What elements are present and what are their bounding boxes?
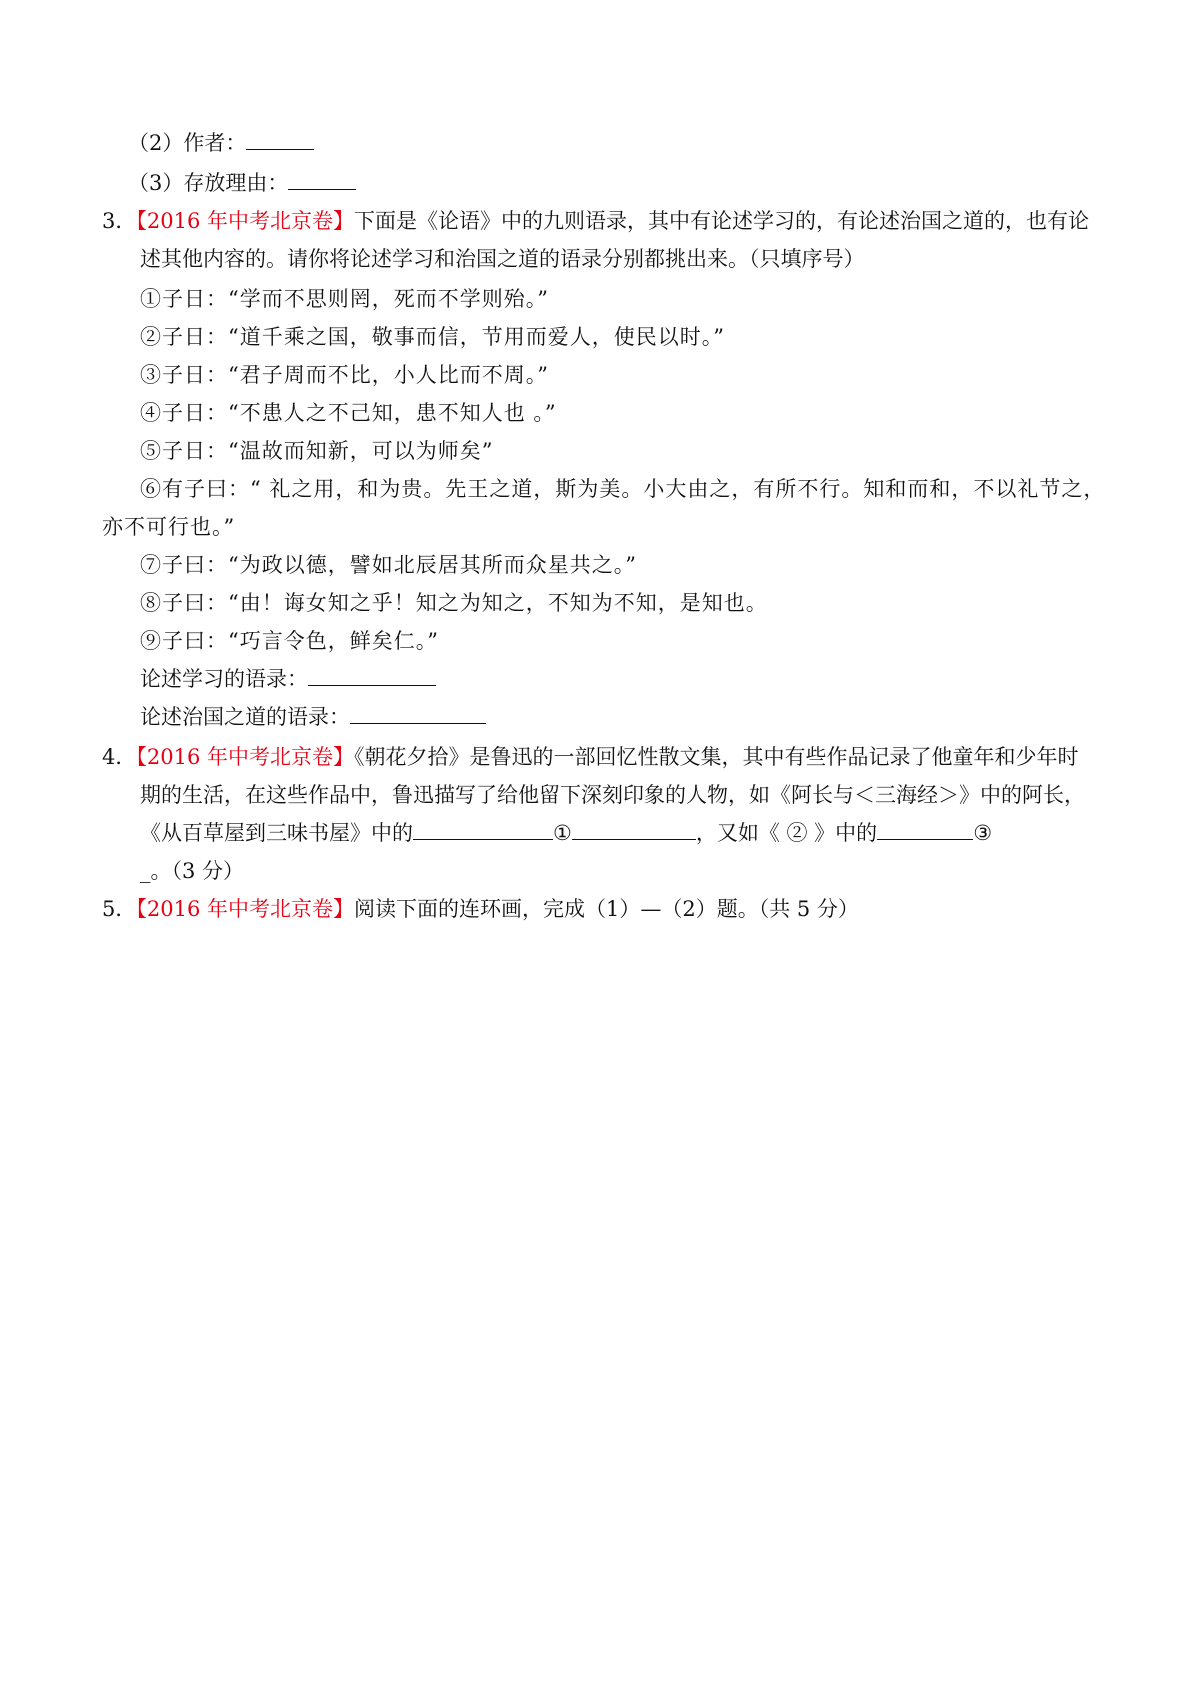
q3-quote-4: ④子日：“不患人之不己知，患不知人也 。” <box>140 401 557 425</box>
q3-intro-2: 述其他内容的。请你将论述学习和治国之道的语录分别都挑出来。（只填序号） <box>140 247 865 271</box>
q4-line-3-row <box>140 818 992 848</box>
q5-number: 5． <box>102 897 137 921</box>
q3-quote-6: ⑥有子曰：“ 礼之用，和为贵。先王之道，斯为美。小大由之，有所不行。知和而和，不以礼节之， <box>140 477 1106 501</box>
q3-answer-study-line <box>140 664 436 694</box>
q3-quote-2: ②子日：“道千乘之国，敬事而信，节用而爱人，使民以时。” <box>140 325 725 349</box>
q4-blank-1a[interactable] <box>413 819 553 840</box>
q3-heading <box>102 206 1089 236</box>
q4-line-4-row <box>140 856 244 886</box>
q3-quote-8: ⑧子曰：“由！诲女知之乎！知之为知之，不知为不知，是知也。 <box>140 591 768 615</box>
q4-line-2: 期的生活，在这些作品中，鲁迅描写了给他留下深刻印象的人物，如《阿长与＜三海经＞》中的阿长， <box>140 783 1085 807</box>
q3-intro-line-2 <box>140 244 865 274</box>
q3-source-tag: 【2016 年中考北京卷】 <box>136 209 354 233</box>
q5-text: 阅读下面的连环画，完成（1）—（2）题。（共 5 分） <box>354 897 859 921</box>
q3-answer-gov-label: 论述治国之道的语录： <box>140 705 350 729</box>
q4-line-3-a: 《从百草屋到三味书屋》中的 <box>140 821 413 845</box>
q4-mark-3: ③ <box>973 821 993 845</box>
q3-quote-6-cont: 亦不可行也。” <box>102 515 236 539</box>
q4-blank-1b[interactable] <box>572 819 696 840</box>
q4-line-4: _。（3 分） <box>140 859 245 883</box>
q4-number: 4． <box>102 745 137 769</box>
q3-answer-study-label: 论述学习的语录： <box>140 667 308 691</box>
q3-quote-9: ⑨子曰：“巧言令色，鲜矣仁。” <box>140 629 439 653</box>
q5-source-tag: 【2016 年中考北京卷】 <box>136 897 354 921</box>
q2-reason-line <box>128 168 356 198</box>
q5-heading <box>102 894 859 924</box>
q2-reason-label: （3）存放理由： <box>128 171 289 195</box>
q3-quote-1: ①子日：“学而不思则罔，死而不学则殆。” <box>140 287 549 311</box>
q3-quote-7: ⑦子曰：“为政以德，譬如北辰居其所而众星共之。” <box>140 553 637 577</box>
q4-line-2-row <box>140 780 1085 810</box>
q4-blank-3[interactable] <box>877 819 973 840</box>
q3-quote-5: ⑤子日：“温故而知新，可以为师矣” <box>140 439 494 463</box>
q3-quote-3: ③子日：“君子周而不比，小人比而不周。” <box>140 363 549 387</box>
q3-answer-gov-blank[interactable] <box>350 703 486 724</box>
q4-line-3-b: ，又如《 ② 》中的 <box>695 821 878 845</box>
q4-heading <box>102 742 1079 772</box>
q3-intro-1: 下面是《论语》中的九则语录，其中有论述学习的，有论述治国之道的，也有论 <box>354 209 1089 233</box>
q3-answer-gov-line <box>140 702 486 732</box>
q4-mark-1: ① <box>553 821 572 845</box>
q2-author-label: （2）作者： <box>128 131 247 155</box>
q2-author-blank[interactable] <box>246 129 314 150</box>
q2-author-line <box>128 128 314 158</box>
q4-line-1: 《朝花夕拾》是鲁迅的一部回忆性散文集，其中有些作品记录了他童年和少年时 <box>354 745 1079 769</box>
q2-reason-blank[interactable] <box>288 169 356 190</box>
q3-number: 3． <box>102 209 137 233</box>
q3-answer-study-blank[interactable] <box>308 665 436 686</box>
q4-source-tag: 【2016 年中考北京卷】 <box>136 745 354 769</box>
